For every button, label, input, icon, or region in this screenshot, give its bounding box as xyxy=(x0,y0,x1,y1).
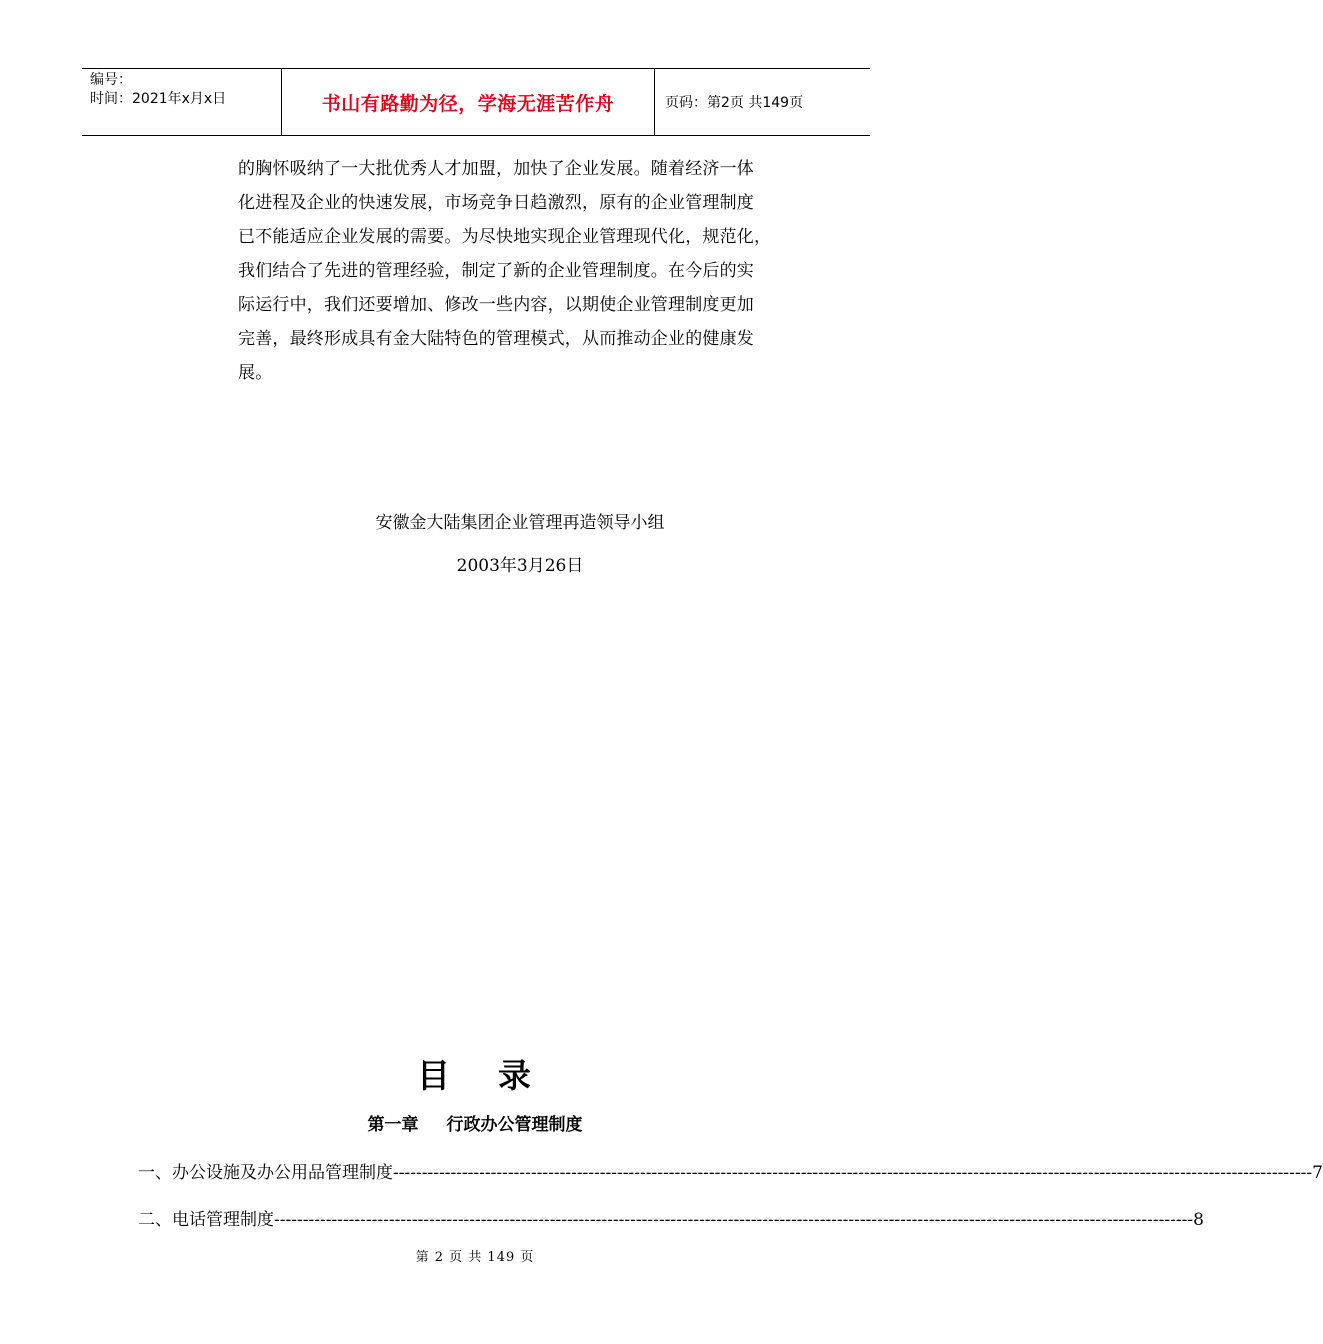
paragraph-line: 我们结合了先进的管理经验，制定了新的企业管理制度。在今后的实 xyxy=(238,261,754,281)
signature-organization: 安徽金大陆集团企业管理再造领导小组 xyxy=(375,513,665,533)
header-page-info-cell xyxy=(655,69,870,135)
toc-title-part2: 录 xyxy=(498,1056,533,1095)
page-footer: 第 2 页 共 149 页 xyxy=(415,1250,535,1265)
toc-leader: ---------------------------------------------------------------------------------------------------------------------------------------------------------------- xyxy=(274,1210,1194,1230)
paragraph-line: 化进程及企业的快速发展，市场竞争日趋激烈，原有的企业管理制度 xyxy=(238,193,754,213)
toc-entry-page: 8 xyxy=(1193,1210,1204,1230)
paragraph-line: 完善，最终形成具有金大陆特色的管理模式，从而推动企业的健康发 xyxy=(238,329,754,349)
toc-chapter-heading xyxy=(0,1110,950,1135)
header-page-info: 页码：第2页 共149页 xyxy=(665,95,804,111)
header-motto: 书山有路勤为径，学海无涯苦作舟 xyxy=(321,92,615,115)
chapter-number: 第一章 xyxy=(367,1115,419,1135)
header-motto-cell xyxy=(282,69,655,135)
toc-entry-page: 7 xyxy=(1312,1163,1323,1183)
chapter-title: 行政办公管理制度 xyxy=(446,1115,583,1135)
paragraph-line: 的胸怀吸纳了一大批优秀人才加盟，加快了企业发展。随着经济一体 xyxy=(238,159,754,179)
paragraph-line: 展。 xyxy=(238,363,273,383)
page-header xyxy=(82,68,870,136)
paragraph-line: 际运行中，我们还要增加、修改一些内容，以期使企业管理制度更加 xyxy=(238,295,754,315)
toc-entry[interactable] xyxy=(138,1158,1323,1183)
header-meta xyxy=(82,69,282,135)
header-number-label: 编号： xyxy=(90,72,132,88)
toc-entry-label: 一、办公设施及办公用品管理制度 xyxy=(138,1163,393,1183)
header-time-label: 时间：2021年x月x日 xyxy=(90,91,227,107)
toc-title-part1: 目 xyxy=(417,1056,452,1095)
signature-date: 2003年3月26日 xyxy=(456,556,584,576)
toc-entry[interactable] xyxy=(138,1205,1204,1230)
body-paragraph xyxy=(238,152,838,390)
paragraph-line: 已不能适应企业发展的需要。为尽快地实现企业管理现代化，规范化， xyxy=(238,227,772,247)
toc-title xyxy=(0,1050,950,1097)
toc-leader: ---------------------------------------------------------------------------------------------------------------------------------------------------------------- xyxy=(393,1163,1313,1183)
toc-entry-label: 二、电话管理制度 xyxy=(138,1210,274,1230)
